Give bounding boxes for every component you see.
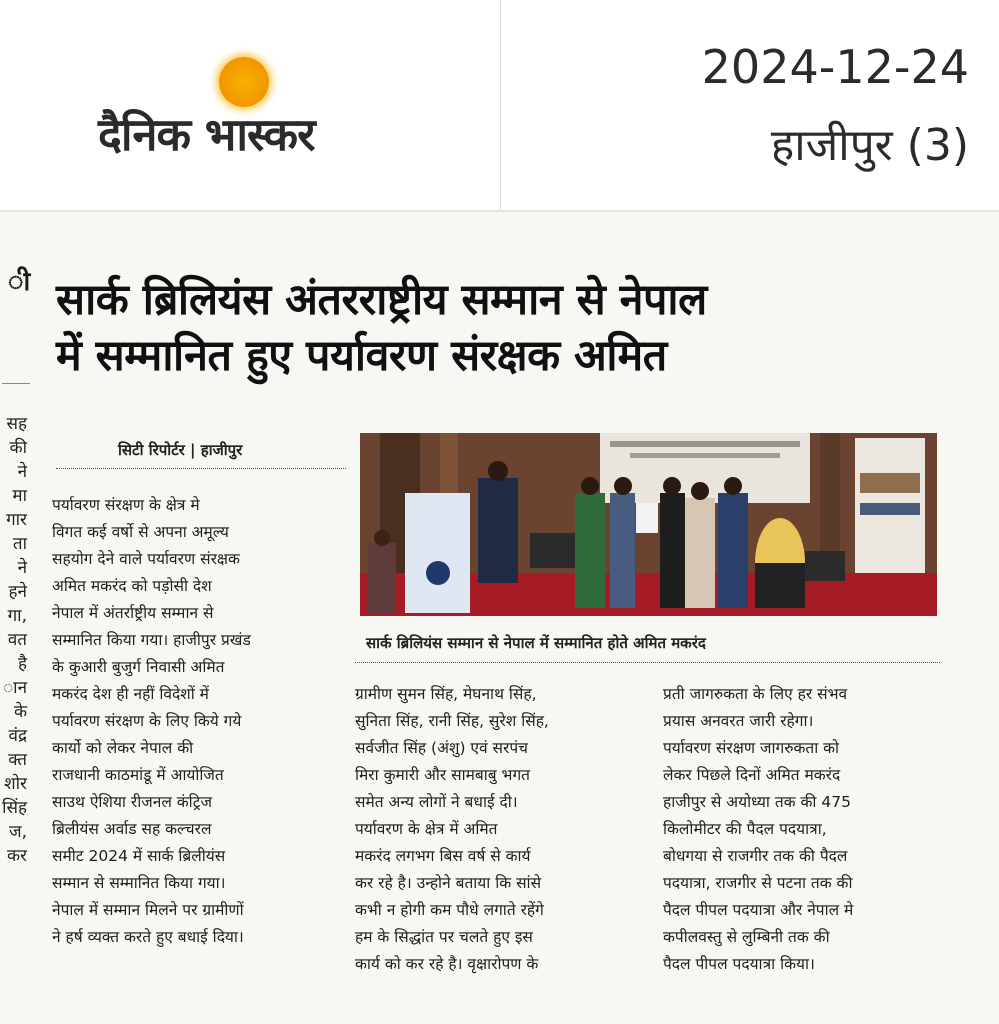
article-text-line: अमित मकरंद को पड़ोसी देश [52,577,212,595]
article-text-line: पैदल पीपल पदयात्रा और नेपाल मे [663,901,854,919]
left-column-fragment-line: मा [12,486,27,506]
article-text-line: हम के सिद्धांत पर चलते हुए इस [355,928,533,946]
left-column-fragment-line: सिंह [2,798,27,818]
article-text-line: विगत कई वर्षो से अपना अमूल्य [52,523,229,541]
article-text-line: सम्मानित किया गया। हाजीपुर प्रखंड [52,631,251,649]
article-text-line: हाजीपुर से अयोध्या तक की 475 [663,793,851,811]
article-headline [56,272,707,384]
article-text-line: नेपाल में सम्मान मिलने पर ग्रामीणों [52,901,244,919]
article-column-1 [52,492,342,951]
edition-page: हाजीपुर (3) [770,120,969,171]
caption-rule [355,662,940,663]
article-text-line: कपीलवस्तु से लुम्बिनी तक की [663,928,830,946]
article-text-line: कभी न होगी कम पौधे लगाते रहेंगे [355,901,544,919]
left-column-fragment-line: सह [6,414,27,434]
article-text-line: मकरंद देश ही नहीं विदेशों में [52,685,209,703]
article-text-line: पर्यावरण संरक्षण जागरुकता को [663,739,840,757]
left-column-fragment-line: गा, [7,606,27,626]
award-ceremony-photo [360,433,937,616]
left-column-fragment-line: ता [12,534,27,554]
article-text-line: राजधानी काठमांडू में आयोजित [52,766,224,784]
headline-line: सार्क ब्रिलियंस अंतरराष्ट्रीय सम्मान से नेपाल [56,275,707,325]
article-column-3 [663,681,953,978]
article-text-line: पर्यावरण के क्षेत्र में अमित [355,820,498,838]
header-divider [500,0,501,210]
article-text-line: लेकर पिछले दिनों अमित मकरंद [663,766,841,784]
article-text-line: प्रती जागरुकता के लिए हर संभव [663,685,848,703]
article-text-line: सम्मान से सम्मानित किया गया। [52,874,226,892]
article-text-line: पैदल पीपल पदयात्रा किया। [663,955,815,973]
article-text-line: किलोमीटर की पैदल पदयात्रा, [663,820,827,838]
article-text-line: कार्यो को लेकर नेपाल की [52,739,194,757]
article-text-line: पर्यावरण संरक्षण के लिए किये गये [52,712,242,730]
left-column-fragment-line: गार [6,510,27,530]
article-text-line: के कुआरी बुजुर्ग निवासी अमित [52,658,225,676]
photo-illustration [360,433,937,616]
byline: सिटी रिपोर्टर | हाजीपुर [118,441,243,459]
publication-date: 2024-12-24 [701,40,969,94]
left-column-fragment-line: वंद्र [8,726,27,746]
left-column-fragments [0,412,30,1012]
clipping-header [0,0,999,212]
article-text-line: बोधगया से राजगीर तक की पैदल [663,847,848,865]
left-column-rule [2,383,30,384]
byline-rule [56,468,346,469]
left-column-fragment-line: वत [7,630,27,650]
left-column-fragment-line: के [13,702,27,722]
left-column-fragment-line: हने [8,582,27,602]
article-text-line: प्रयास अनवरत जारी रहेगा। [663,712,814,730]
article-text-line: पदयात्रा, राजगीर से पटना तक की [663,874,853,892]
left-column-fragment-line: ने [17,462,27,482]
left-column-fragment-line: ने [17,558,27,578]
article-text-line: मिरा कुमारी और सामबाबु भगत [355,766,531,784]
left-column-fragment-line: कर [6,846,27,866]
article-text-line: ब्रिलीयंस अर्वाड सह कल्चरल [52,820,212,838]
article-text-line: सुनिता सिंह, रानी सिंह, सुरेश सिंह, [355,712,549,730]
article-text-line: सहयोग देने वाले पर्यावरण संरक्षक [52,550,240,568]
article-text-line: कर रहे है। उन्होने बताया कि सांसे [355,874,542,892]
article-text-line: साउथ ऐशिया रीजनल कंट्रिज [52,793,213,811]
left-column-fragment-line: की [9,438,27,458]
photo-caption: सार्क ब्रिलियंस सम्मान से नेपाल में सम्मानित होते अमित मकरंद [366,634,706,652]
left-column-fragment-line: ान [3,678,27,698]
article-text-line: पर्यावरण संरक्षण के क्षेत्र मे [52,496,200,514]
article-text-line: समेत अन्य लोगों ने बधाई दी। [355,793,518,811]
article-text-line: ने हर्ष व्यक्त करते हुए बधाई दिया। [52,928,244,946]
left-column-fragment-top: ी [8,267,31,297]
newspaper-logo: दैनिक भास्कर [98,108,315,161]
left-column-fragment-line: ज, [8,822,27,842]
left-column-fragment-line: क्त [8,750,27,770]
article-column-2 [355,681,645,978]
article-text-line: कार्य को कर रहे है। वृक्षारोपण के [355,955,539,973]
left-column-fragment-line: शोर [4,774,27,794]
article-text-line: समीट 2024 में सार्क ब्रिलीयंस [52,847,226,865]
article-text-line: ग्रामीण सुमन सिंह, मेघनाथ सिंह, [355,685,537,703]
article-text-line: सर्वजीत सिंह (अंशु) एवं सरपंच [355,739,529,757]
newspaper-sun-logo-icon [219,57,269,107]
headline-line: में सम्मानित हुए पर्यावरण संरक्षक अमित [56,331,667,381]
left-column-fragment-line: है [17,654,27,674]
article-text-line: मकरंद लगभग बिस वर्ष से कार्य [355,847,531,865]
article-text-line: नेपाल में अंतर्राष्ट्रीय सम्मान से [52,604,214,622]
